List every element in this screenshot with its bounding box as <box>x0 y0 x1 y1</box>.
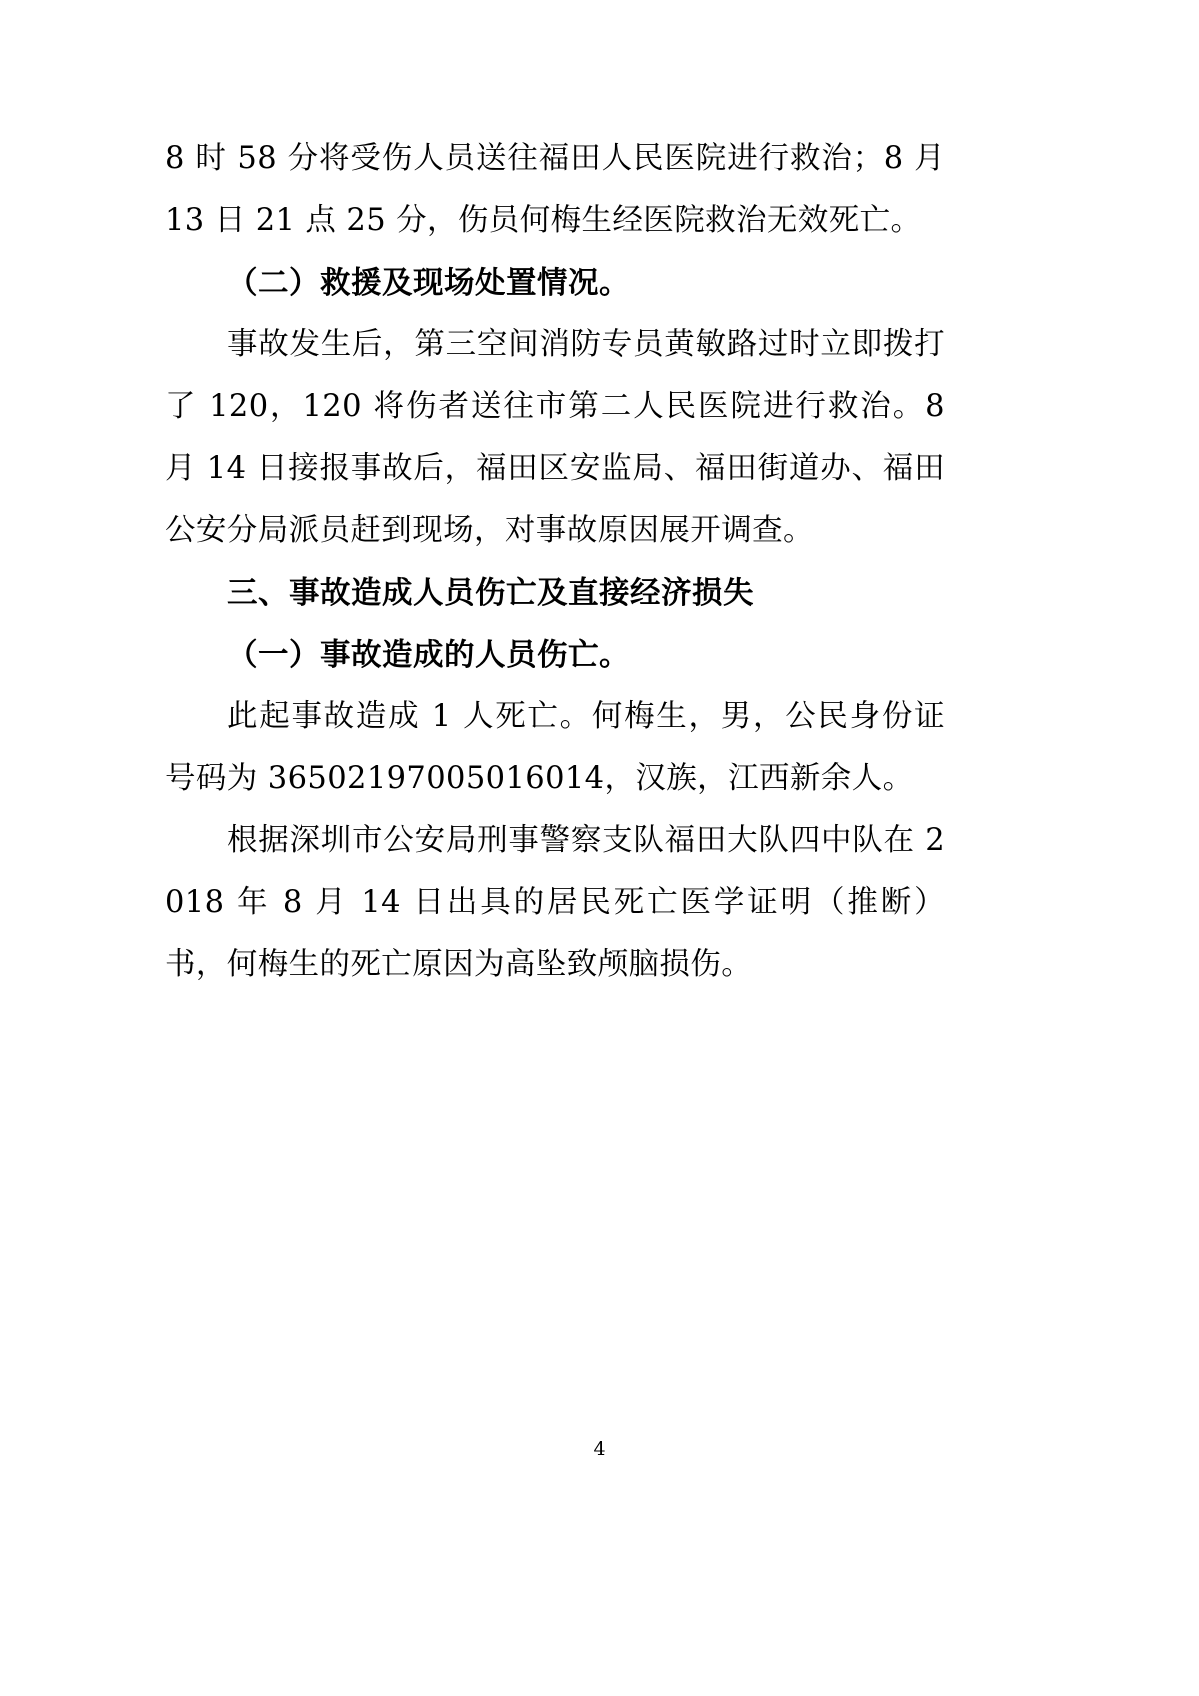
paragraph-incident-transport: 8 时 58 分将受伤人员送往福田人民医院进行救治；8 月 13 日 21 点 25 分，伤员何梅生经医院救治无效死亡。 <box>165 141 945 238</box>
page-body <box>165 128 945 996</box>
heading-casualties: （一）事故造成的人员伤亡。 <box>227 637 630 673</box>
paragraph-cause-of-death: 根据深圳市公安局刑事警察支队福田大队四中队在 2018 年 8 月 14 日出具的居民死亡医学证明（推断）书，何梅生的死亡原因为高坠致颅脑损伤。 <box>165 823 945 982</box>
page-number: 4 <box>593 1438 606 1460</box>
paragraph-victim-identity: 此起事故造成 1 人死亡。何梅生，男，公民身份证号码为 36502197005016014，汉族，江西新余人。 <box>165 699 945 796</box>
paragraph-rescue-details: 事故发生后，第三空间消防专员黄敏路过时立即拨打了 120，120 将伤者送往市第二人民医院进行救治。8 月 14 日接报事故后，福田区安监局、福田街道办、福田公安分局派员赶到现场，对事故原因展开调查。 <box>165 327 945 548</box>
heading-rescue-and-scene-disposal: （二）救援及现场处置情况。 <box>227 265 630 301</box>
heading-casualties-and-economic-loss: 三、事故造成人员伤亡及直接经济损失 <box>227 575 754 611</box>
